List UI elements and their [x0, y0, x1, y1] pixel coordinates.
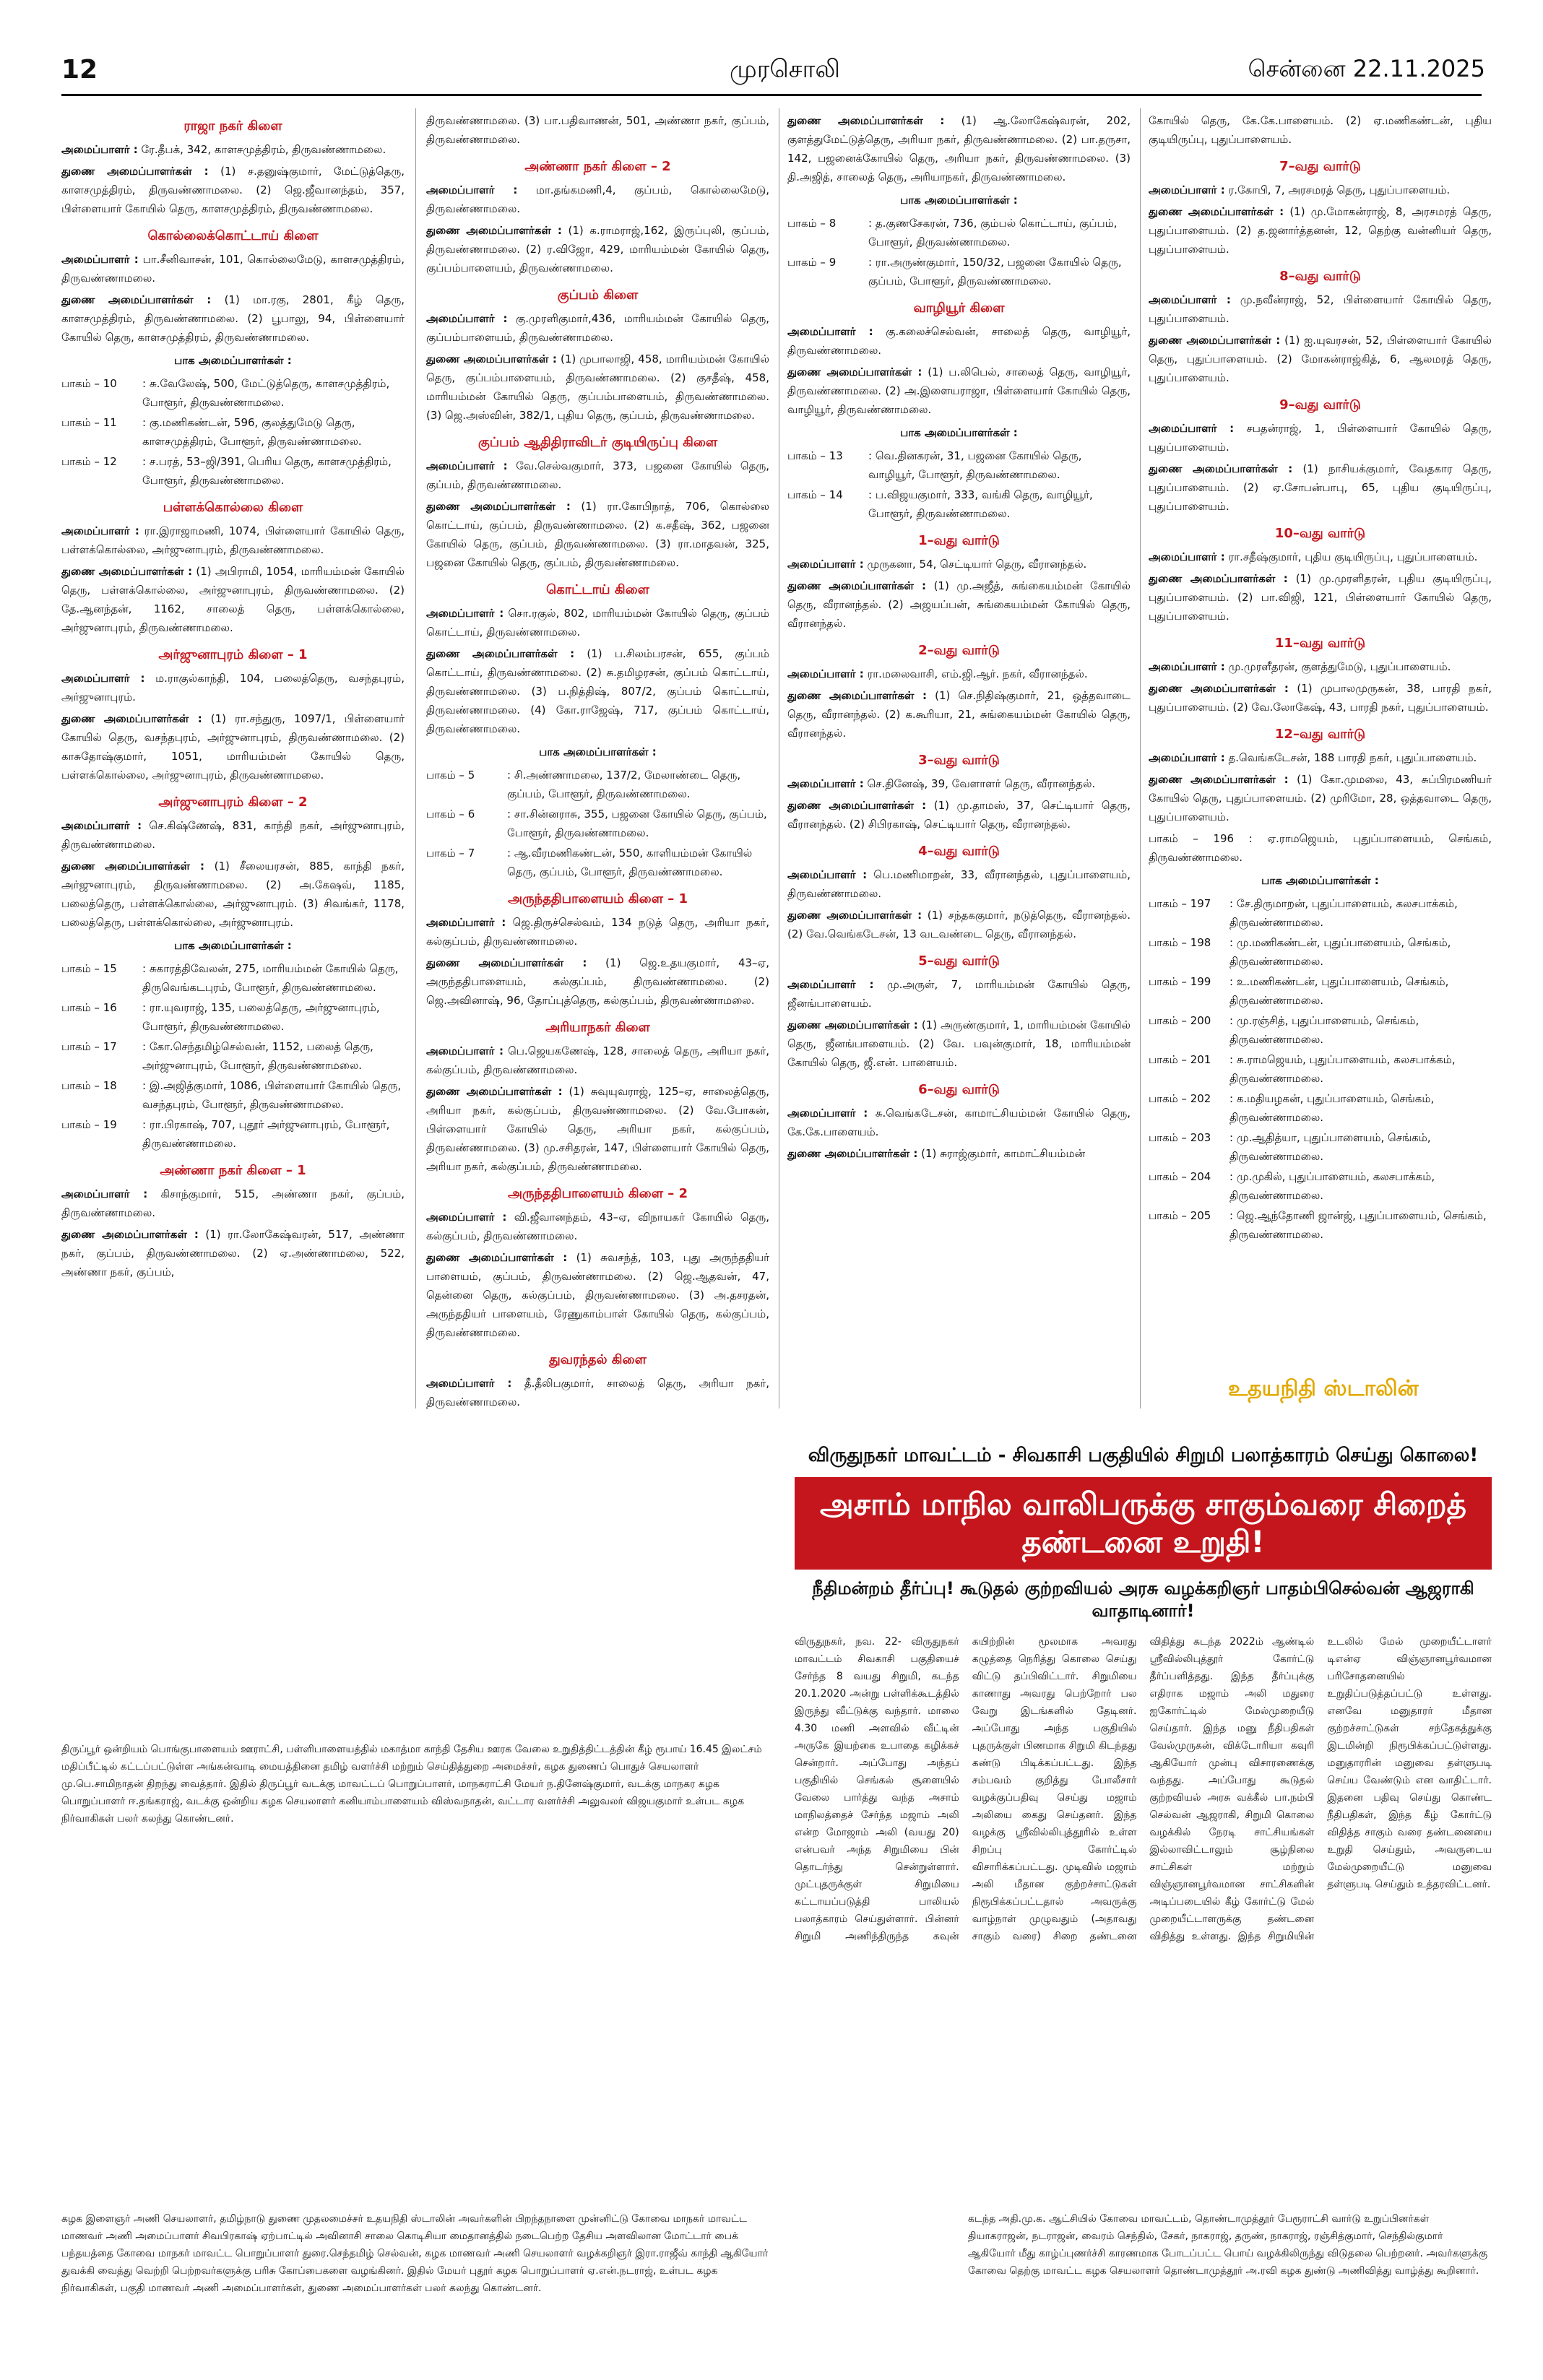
sub-heading: பாக அமைப்பாளர்கள் : [174, 354, 292, 367]
booth-details: : ரா.யுவராஜ், 135, பலைத்தெரு, அர்ஜுனாபுரம், போளூர், திருவண்ணாமலை. [142, 1001, 380, 1033]
entry-label: அமைப்பாளர் : [426, 916, 506, 929]
section-title: 12–வது வார்டு [1274, 727, 1366, 742]
entry-label: துணை அமைப்பாளர்கள் : [1149, 682, 1289, 695]
entry-text: முருகனா, 54, செட்டியார் தெரு, வீரானந்தல். [867, 558, 1087, 571]
entry-text: மு.முரளீதரன், குளத்துமேடு, புதுப்பாளையம். [1228, 660, 1451, 673]
entry-label: துணை அமைப்பாளர்கள் : [1149, 773, 1289, 786]
entry-text: (1) முபாலமுருகன், 38, பாரதி நகர், புதுப்பாளையம். (2) வே.லோகேஷ், 43, பாரதி நகர், புதுப்பாளையம். [1149, 682, 1492, 714]
section-title: 1–வது வார்டு [918, 533, 1000, 548]
booth-details: : சு.ராமஜெயம், புதுப்பாளையம், கலசபாக்கம், திருவண்ணாமலை. [1229, 1053, 1456, 1085]
booth-row [787, 485, 1131, 523]
entry-text: கு.கலைச்செல்வன், சாலைத் தெரு, வாழியூர், திருவண்ணாமலை. [787, 325, 1131, 357]
booth-number: பாகம் – 202 [1149, 1092, 1211, 1105]
booth-details: : ச.பரத், 53–ஜி/391, பெரிய தெரு, காளசமுத்திரம், போளூர், திருவண்ணாமலை. [142, 455, 392, 487]
column-1 [61, 108, 405, 1284]
booth-row [1149, 1050, 1492, 1088]
entry-label: அமைப்பாளர் : [61, 143, 138, 156]
booth-number: பாகம் – 18 [61, 1079, 117, 1092]
section-title: 11–வது வார்டு [1274, 636, 1366, 651]
booth-details: : உ.மணிகண்டன், புதுப்பாளையம், செங்கம், திருவண்ணாமலை. [1229, 975, 1449, 1007]
booth-details: : ஆ.வீரமணிகண்டன், 550, காளியம்மன் கோயில் தெரு, குப்பம், போளூர், திருவண்ணாமலை. [507, 847, 753, 878]
entry-label: துணை அமைப்பாளர்கள் : [426, 224, 562, 237]
entry-paragraph [1149, 679, 1492, 717]
booth-row [61, 998, 405, 1036]
entry-text: திருவண்ணாமலை. (3) பா.பதிவாணன், 501, அண்ணா நகர், குப்பம், திருவண்ணாமலை. [426, 114, 769, 146]
entry-text: (1) ச.தனுஷ்குமார், மேட்டுத்தெரு, காளசமுத்திரம், திருவண்ணாமலை. (2) ஜெ.ஜீவானந்தம், 357, பிள்ளையார் கோயில் தெரு, காளசமுத்திரம், திருவண்ணாமலை. [61, 165, 405, 215]
entry-text: (1) சுவசந்த், 103, புது அருந்ததியர் பாளையம், குப்பம், திருவண்ணாமலை. (2) ஜெ.ஆதவன், 47, தென்னை தெரு, கல்குப்பம், திருவண்ணாமலை. (3) அ.தசரதன், அருந்ததியர் பாளையம், ரேணுகாம்பாள் கோயில் தெரு, கல்குப்பம், திருவண்ணாமலை. [426, 1251, 769, 1339]
section-title: 5–வது வார்டு [918, 953, 1000, 969]
section-title: அண்ணா நகர் கிளை – 2 [524, 159, 671, 174]
booth-details: : ஜெ.ஆந்தோணி ஜான்ஜ், புதுப்பாளையம், செங்கம், திருவண்ணாமலை. [1229, 1209, 1487, 1241]
entry-label: துணை அமைப்பாளர்கள் : [787, 689, 928, 702]
entry-label: துணை அமைப்பாளர்கள் : [787, 114, 945, 127]
booth-row [787, 253, 1131, 290]
column-3 [787, 108, 1131, 1166]
section-title: வாழியூர் கிளை [913, 300, 1005, 316]
entry-paragraph [426, 953, 769, 1010]
column-2 [426, 108, 769, 1414]
sub-heading: பாக அமைப்பாளர்கள் : [900, 426, 1018, 439]
entry-text: (1) முபாலாஜி, 458, மாரியம்மன் கோயில் தெரு, குப்பம்பாளையம், திருவண்ணாமலை. (2) குசதீஷ், 458, மாரியம்மன் கோயில் தெரு, குப்பம்பாளையம், திருவண்ணாமலை. (3) ஜெ.அஸ்வின், 382/1, புதிய தெரு, குப்பம், திருவண்ணாமலை. [426, 352, 769, 422]
booth-details: : சு.வேலேஷ், 500, மேட்டுத்தெரு, காளசமுத்திரம், போளூர், திருவண்ணாமலை. [142, 377, 390, 409]
entry-paragraph [61, 162, 405, 218]
booth-number: பாகம் – 199 [1149, 975, 1211, 988]
section-title: 7–வது வார்டு [1279, 159, 1361, 174]
entry-paragraph [1149, 459, 1492, 516]
masthead-rule [61, 94, 1482, 96]
section-title: அர்ஜுனாபுரம் கிளை – 2 [158, 795, 308, 810]
entry-paragraph [61, 1185, 405, 1222]
booth-number: பாகம் – 11 [61, 416, 117, 429]
booth-row [787, 214, 1131, 251]
booth-number: பாகம் – 7 [426, 847, 475, 860]
entry-paragraph [61, 669, 405, 706]
entry-paragraph [426, 181, 769, 218]
booth-row [1149, 1206, 1492, 1244]
entry-text: (1) ஜெ.உதயகுமார், 43–ஏ, அருந்ததிபாளையம், கல்குப்பம், திருவண்ணாமலை. (2) ஜெ.அவினாஷ், 96, தோப்புத்தெரு, கல்குப்பம், திருவண்ணாமலை. [426, 956, 769, 1007]
booth-number: பாகம் – 10 [61, 377, 117, 390]
entry-text: (1) மு.முரளிதரன், புதிய குடியிருப்பு, புதுப்பாளையம். (2) பா.விஜி, 121, பிள்ளையார் கோயில் தெரு, புதுப்பாளையம். [1149, 572, 1492, 623]
booth-row [1149, 1089, 1492, 1127]
section-title: 4–வது வார்டு [918, 844, 1000, 859]
news-article [795, 1445, 1492, 1945]
entry-paragraph [61, 709, 405, 784]
booth-row [61, 452, 405, 490]
booth-details: : மு.ஆதித்யா, புதுப்பாளையம், செங்கம், திருவண்ணாமலை. [1229, 1131, 1431, 1163]
entry-label: துணை அமைப்பாளர்கள் : [61, 565, 193, 578]
entry-label: அமைப்பாளர் : [61, 1187, 148, 1200]
entry-paragraph [787, 975, 1131, 1013]
entry-paragraph [787, 865, 1131, 903]
entry-paragraph [426, 456, 769, 494]
entry-text: மு.நவீன்ராஜ், 52, பிள்ளையார் கோயில் தெரு, புதுப்பாளையம். [1149, 293, 1492, 325]
entry-paragraph [787, 555, 1131, 574]
booth-number: பாகம் – 5 [426, 769, 475, 782]
bottom-caption-right: கடந்த அதி.மு.க. ஆட்சியில் கோவை மாவட்டம், தொண்டாமுத்தூர் பேரூராட்சி வார்டு உறுப்பினர்கள் தியாகராஜன், நடராஜன், வைரம் செந்தில், சேகர், நாகராஜ், தருண், நாகராஜ், ரஞ்சித்குமார், செந்தில்குமார் ஆகியோர் மீது காழ்ப்புணர்ச்சி காரணமாக போடப்பட்ட பொய் வழக்கிலிருந்து விடுதலை பெற்றனர். அவர்களுக்கு கோவை தெற்கு மாவட்ட கழக செயலாளர் தொண்டாமுத்தூர் அ.ரவி கழக துண்டு அணிவித்து வாழ்த்து கூறினார். [968, 2213, 1488, 2277]
entry-label: அமைப்பாளர் : [787, 777, 864, 790]
entry-text: (1) செ.நிதிஷ்குமார், 21, ஒத்தவாடை தெரு, வீரானந்தல். (2) க.கூரியா, 21, சுங்கையம்மன் கோயில் தெரு, வீரானந்தல். [787, 689, 1131, 740]
entry-paragraph [787, 322, 1131, 360]
section-title: கொல்லைக்கொட்டாய் கிளை [147, 228, 319, 243]
entry-label: அமைப்பாளர் : [787, 868, 868, 881]
photo-caption: திருப்பூர் ஒன்றியம் பொங்குபாளையம் ஊராட்சி, பள்ளிபாளையத்தில் மகாத்மா காந்தி தேசிய ஊரக வேலை உறுதித்திட்டத்தின் கீழ் ரூபாய் 16.45 இலட்சம் மதிப்பீட்டில் கட்டப்பட்டுள்ள அங்கன்வாடி மையத்தினை தமிழ் வளர்ச்சி மற்றும் செய்தித்துறை அமைச்சர், கழக துணைப் பொதுச் செயலாளர் மு.பெ.சாமிநாதன் திறந்து வைத்தார். இதில் திருப்பூர் வடக்கு மாவட்டப் பொறுப்பாளர், மாநகராட்சி மேயர் ந.தினேஷ்குமார், வடக்கு மாநகர கழக பொறுப்பாளர் ஈ.தங்கராஜ், வடக்கு ஒன்றிய கழக செயலாளர் கனியாம்பாளையம் விஸ்வநாதன், வட்டார வளர்ச்சி அலுவலர் விஜயகுமார் உள்பட கழக நிர்வாகிகள் பலர் கலந்து கொண்டனர். [61, 1744, 762, 1825]
entry-label: அமைப்பாளர் : [426, 312, 508, 325]
section-title: பள்ளக்கொல்லை கிளை [163, 500, 303, 515]
entry-text: (1) ரா.கோபிநாத், 706, கொல்லை கொட்டாய், குப்பம், திருவண்ணாமலை. (2) க.சதீஷ், 362, பஜனை கோயில் தெரு, குப்பம், திருவண்ணாமலை. (3) ரா.மாதவன், 325, பஜனை கோயில் தெரு, குப்பம், திருவண்ணாமலை. [426, 500, 769, 569]
entry-label: துணை அமைப்பாளர்கள் : [61, 165, 209, 178]
entry-text: ரா.மலைவாசி, எம்.ஜி.ஆர். நகர், வீரானந்தல். [867, 667, 1088, 680]
booth-number: பாகம் – 204 [1149, 1170, 1211, 1183]
booth-details: : ரா.அருண்குமார், 150/32, பஜனை கோயில் தெரு, குப்பம், போளூர், திருவண்ணாமலை. [868, 256, 1122, 287]
entry-label: அமைப்பாளர் : [61, 819, 142, 832]
entry-paragraph [426, 1208, 769, 1245]
section-title: குப்பம் கிளை [557, 287, 639, 303]
entry-paragraph [61, 562, 405, 637]
section-title: துவரந்தல் கிளை [549, 1352, 647, 1367]
entry-label: அமைப்பாளர் : [426, 607, 504, 620]
entry-label: துணை அமைப்பாளர்கள் : [426, 500, 571, 513]
entry-text: பாகம் – 196 : ஏ.ராமஜெயம், புதுப்பாளையம், செங்கம், திருவண்ணாமலை. [1149, 832, 1492, 864]
booth-row [1149, 972, 1492, 1010]
booth-details: : மு.ரஞ்சித், புதுப்பாளையம், செங்கம், திருவண்ணாமலை. [1229, 1014, 1419, 1046]
entry-paragraph [787, 665, 1131, 683]
booth-details: : ரா.பிரகாஷ், 707, புதூர் அர்ஜுனாபுரம், போளூர், திருவண்ணாமலை. [142, 1118, 390, 1150]
section-title: 9–வது வார்டு [1279, 397, 1361, 412]
entry-label: அமைப்பாளர் : [426, 1211, 507, 1224]
entry-label: துணை அமைப்பாளர்கள் : [426, 1251, 568, 1264]
entry-text: சபதன்ராஜ், 1, பிள்ளையார் கோயில் தெரு, புதுப்பாளையம். [1149, 422, 1492, 454]
entry-text: (1) அருண்குமார், 1, மாரியம்மன் கோயில் தெரு, ஜீனங்பாளையம். (2) வே. பவுன்குமார், 18, மாரியம்மன் கோயில் தெரு, ஜீ.என். பாளையம். [787, 1018, 1131, 1069]
entry-label: அமைப்பாளர் : [426, 1044, 503, 1057]
entry-label: துணை அமைப்பாளர்கள் : [787, 799, 927, 812]
booth-row [61, 1076, 405, 1114]
entry-label: அமைப்பாளர் : [61, 524, 139, 537]
booth-number: பாகம் – 15 [61, 962, 117, 975]
entry-paragraph [1149, 829, 1492, 867]
entry-label: அமைப்பாளர் : [1149, 293, 1231, 306]
entry-label: துணை அமைப்பாளர்கள் : [1149, 205, 1284, 218]
booth-details: : சே.திருமாறன், புதுப்பாளையம், கலசபாக்கம், திருவண்ணாமலை. [1229, 897, 1458, 929]
entry-label: அமைப்பாளர் : [61, 253, 139, 266]
booth-number: பாகம் – 12 [61, 455, 117, 468]
booth-number: பாகம் – 6 [426, 808, 475, 821]
entry-label: அமைப்பாளர் : [1149, 422, 1235, 435]
entry-text: (1) அபிராமி, 1054, மாரியம்மன் கோயில் தெரு, பள்ளக்கொல்லை, அர்ஜுனாபுரம், திருவண்ணாமலை. (2) தே.ஆனந்தன், 1162, சாலைத் தெரு, பள்ளக்கொல்லை, அர்ஜுனாபுரம், திருவண்ணாமலை. [61, 565, 405, 634]
section-title: அரியாநகர் கிளை [545, 1020, 650, 1035]
booth-number: பாகம் – 19 [61, 1118, 117, 1131]
masthead [0, 0, 1543, 101]
entry-paragraph [61, 816, 405, 854]
entry-label: அமைப்பாளர் : [426, 1377, 512, 1390]
article-headline: அசாம் மாநில வாலிபருக்கு சாகும்வரை சிறைத் தண்டனை உறுதி! [795, 1477, 1492, 1570]
entry-paragraph [426, 644, 769, 738]
booth-details: : மு.முகில், புதுப்பாளையம், கலசபாக்கம், திருவண்ணாமலை. [1229, 1170, 1435, 1202]
entry-label: அமைப்பாளர் : [1149, 751, 1225, 764]
entry-text: (1) ரா.சந்துரு, 1097/1, பிள்ளையார் கோயில் தெரு, வசந்தபுரம், அர்ஜுனாபுரம், திருவண்ணாமலை. (2) காசுதோஷ்குமார், 1051, மாரியம்மன் கோயில் தெரு, பள்ளக்கொல்லை, அர்ஜுனாபுரம், திருவண்ணாமலை. [61, 712, 405, 782]
entry-paragraph [787, 774, 1131, 793]
entry-label: அமைப்பாளர் : [1149, 183, 1225, 196]
entry-paragraph [787, 111, 1131, 186]
booth-details: : கோ.செந்தமிழ்செல்வன், 1152, பலைத் தெரு, அர்ஜுனாபுரம், போளூர், திருவண்ணாமலை. [142, 1040, 373, 1072]
entry-text: கிசாந்குமார், 515, அண்ணா நகர், குப்பம், திருவண்ணாமலை. [61, 1187, 405, 1219]
entry-label: துணை அமைப்பாளர்கள் : [426, 647, 575, 660]
sub-heading: பாக அமைப்பாளர்கள் : [900, 194, 1018, 207]
entry-text: பெ.ஜெயகணேஷ், 128, சாலைத் தெரு, அரியா நகர், கல்குப்பம், திருவண்ணாமலை. [426, 1044, 769, 1076]
entry-paragraph [787, 1016, 1131, 1072]
entry-text: (1) மு.தாமஸ், 37, செட்டியார் தெரு, வீரானந்தல். (2) சிபிரகாஷ், செட்டியார் தெரு, வீரானந்தல். [787, 799, 1131, 831]
column-divider [415, 108, 416, 1408]
entry-label: துணை அமைப்பாளர்கள் : [61, 1228, 199, 1241]
section-title: 6–வது வார்டு [918, 1082, 1000, 1097]
booth-number: பாகம் – 9 [787, 256, 837, 269]
section-title: அருந்ததிபாளையம் கிளை – 2 [507, 1186, 688, 1201]
entry-paragraph [426, 497, 769, 572]
entry-paragraph [1149, 331, 1492, 387]
entry-text: (1) மு.அஜீத், சுங்கையம்மன் கோயில் தெரு, வீரானந்தல். (2) அஜயப்பன், சுங்கையம்மன் கோயில் தெரு, வீரானந்தல். [787, 579, 1131, 630]
newspaper-name: முரசொலி [730, 55, 840, 84]
booth-number: பாகம் – 201 [1149, 1053, 1211, 1066]
booth-number: பாகம் – 8 [787, 217, 837, 230]
entry-text: (1) க.ராமராஜ்,162, இருப்புலி, குப்பம், திருவண்ணாமலை. (2) ர.விஜோ, 429, மாரியம்மன் கோயில் தெரு, குப்பம்பாளையம், திருவண்ணாமலை. [426, 224, 769, 274]
entry-label: அமைப்பாளர் : [426, 183, 518, 196]
booth-row [1149, 933, 1492, 971]
entry-paragraph [61, 140, 405, 159]
booth-row [1149, 1128, 1492, 1166]
entry-label: துணை அமைப்பாளர்கள் : [61, 860, 204, 873]
entry-paragraph [61, 857, 405, 932]
entry-label: துணை அமைப்பாளர்கள் : [787, 909, 922, 922]
entry-text: (1) கோ.முமலை, 43, சுப்பிரமணியர் கோயில் தெரு, புதுப்பாளையம். (2) முரிமோ, 28, ஒத்தவாடை தெரு, புதுப்பாளையம். [1149, 773, 1492, 823]
booth-row [61, 1037, 405, 1075]
section-title: கொட்டாய் கிளை [546, 582, 649, 597]
booth-details: : க.மதியழகன், புதுப்பாளையம், செங்கம், திருவண்ணாமலை. [1229, 1092, 1435, 1124]
booth-row [61, 1115, 405, 1153]
entry-label: அமைப்பாளர் : [1149, 660, 1225, 673]
booth-details: : சுகாரத்திவேலன், 275, மாரியம்மன் கோயில் தெரு, திருவெங்கடபுரம், போளூர், திருவண்ணாமலை. [142, 962, 399, 994]
entry-text: கோயில் தெரு, கே.கே.பாளையம். (2) ஏ.மணிகண்டன், புதிய குடியிருப்பு, புதுப்பாளையம். [1149, 114, 1492, 146]
booth-row [426, 844, 769, 881]
entry-paragraph [787, 1144, 1131, 1163]
entry-text: (1) சந்தககுமார், நடுத்தெரு, வீரானந்தல். (2) வே.வெங்கடேசன், 13 வடவண்டை தெரு, வீரானந்தல். [787, 909, 1131, 940]
entry-paragraph [426, 111, 769, 149]
entry-text: ரே.தீபக், 342, காளசமுத்திரம், திருவண்ணாமலை. [141, 143, 386, 156]
booth-details: : கு.மணிகண்டன், 596, குலத்துமேடு தெரு, காளசமுத்திரம், போளூர், திருவண்ணாமலை. [142, 416, 362, 448]
entry-text: பெ.மணிமாறன், 33, வீரானந்தல், புதுப்பாளையம், திருவண்ணாமலை. [787, 868, 1131, 900]
entry-label: துணை அமைப்பாளர்கள் : [61, 712, 202, 725]
entry-label: துணை அமைப்பாளர்கள் : [787, 1147, 918, 1160]
dateline: சென்னை 22.11.2025 [1248, 55, 1485, 82]
entry-text: ரா.இராஜாமணி, 1074, பிள்ளையார் கோயில் தெரு, பள்ளக்கொல்லை, அர்ஜுனாபுரம், திருவண்ணாமலை. [61, 524, 405, 556]
entry-paragraph [787, 363, 1131, 419]
entry-paragraph [787, 796, 1131, 834]
booth-number: பாகம் – 16 [61, 1001, 117, 1014]
booth-number: பாகம் – 205 [1149, 1209, 1211, 1222]
entry-label: துணை அமைப்பாளர்கள் : [787, 1018, 918, 1031]
booth-row [61, 959, 405, 997]
entry-text: (1) சீலையரசன், 885, காந்தி நகர், அர்ஜுனாபுரம், திருவண்ணாமலை. (2) அ.கேஷவ், 1185, பலைத்தெரு, பள்ளக்கொல்லை, அர்ஜுனாபுரம். (3) சிவங்கர், 1178, பலைத்தெரு, பள்ளக்கொல்லை, அர்ஜுனாபுரம். [61, 860, 405, 929]
entry-paragraph [1149, 657, 1492, 676]
entry-label: துணை அமைப்பாளர்கள் : [426, 956, 587, 969]
article-subhead: நீதிமன்றம் தீர்ப்பு! கூடுதல் குற்றவியல் அரசு வழக்கறிஞர் பாதம்பிசெல்வன் ஆஜராகி வாதாடினார்! [812, 1578, 1474, 1621]
entry-paragraph [1149, 290, 1492, 328]
entry-text: ம.ராகுல்காந்தி, 104, பலைத்தெரு, வசந்தபுரம், அர்ஜுனாபுரம். [61, 672, 405, 704]
entry-label: துணை அமைப்பாளர்கள் : [787, 365, 922, 378]
entry-label: அமைப்பாளர் : [787, 978, 874, 991]
entry-label: அமைப்பாளர் : [1149, 550, 1225, 563]
booth-number: பாகம் – 198 [1149, 936, 1211, 949]
entry-text: (1) ரா.லோகேஷ்வரன், 517, அண்ணா நகர், குப்பம், திருவண்ணாமலை. (2) ஏ.அண்ணாமலை, 522, அண்ணா நகர், குப்பம், [61, 1228, 405, 1278]
entry-label: அமைப்பாளர் : [787, 667, 864, 680]
entry-paragraph [61, 522, 405, 559]
page-number: 12 [61, 55, 98, 85]
entry-paragraph [61, 1225, 405, 1281]
entry-paragraph [787, 906, 1131, 943]
entry-text: (1) மா.ரகு, 2801, கீழ் தெரு, காளசமுத்திரம், திருவண்ணாமலை. (2) பூபாலு, 94, பிள்ளையார் கோயில் தெரு, காளசமுத்திரம், திருவண்ணாமலை. [61, 293, 405, 344]
section-title: 3–வது வார்டு [918, 753, 1000, 768]
booth-details: : மு.மணிகண்டன், புதுப்பாளையம், செங்கம், திருவண்ணாமலை. [1229, 936, 1451, 968]
sub-heading: பாக அமைப்பாளர்கள் : [174, 939, 292, 952]
entry-paragraph [426, 604, 769, 641]
booth-row [61, 413, 405, 451]
booth-row [426, 805, 769, 842]
booth-number: பாகம் – 203 [1149, 1131, 1211, 1144]
entry-text: செ.கிஷ்ணேஷ், 831, காந்தி நகர், அர்ஜுனாபுரம், திருவண்ணாமலை. [61, 819, 405, 851]
entry-text: (1) ஆ.லோகேஷ்வரன், 202, குளத்துமேட்டுத்தெரு, அரியா நகர், திருவண்ணாமலை. (2) பா.தருசா, 142, பஜனைக்கோயில் தெரு, அரியா நகர், திருவண்ணாமலை. (3) தி.அஜித், சாலைத் தெரு, அரியாநகர், திருவண்ணாமலை. [787, 114, 1131, 183]
entry-label: அமைப்பாளர் : [61, 672, 145, 685]
article-kicker: விருதுநகர் மாவட்டம் - சிவகாசி பகுதியில் சிறுமி பலாத்காரம் செய்து கொலை! [808, 1445, 1479, 1466]
entry-paragraph [787, 1104, 1131, 1141]
sub-heading: பாக அமைப்பாளர்கள் : [539, 745, 657, 758]
entry-text: (1) ப.சிலம்பரசன், 655, குப்பம் கொட்டாய், திருவண்ணாமலை. (2) சு.தமிழரசன், குப்பம் கொட்டாய், திருவண்ணாமலை. (3) ப.நித்திஷ், 807/2, குப்பம் கொட்டாய், திருவண்ணாமலை. (4) கோ.ராஜேஷ், 717, குப்பம் கொட்டாய், திருவண்ணாமலை. [426, 647, 769, 735]
entry-text: செ.தினேஷ், 39, வேளாளர் தெரு, வீரானந்தல். [867, 777, 1096, 790]
entry-text: (1) ப.லிபெல், சாலைத் தெரு, வாழியூர், திருவண்ணாமலை. (2) அ.இளையராஜா, பிள்ளையார் கோயில் தெரு, வாழியூர், திருவண்ணாமலை. [787, 365, 1131, 416]
entry-paragraph [787, 576, 1131, 633]
column-4 [1149, 108, 1492, 1245]
entry-paragraph [426, 1374, 769, 1411]
entry-text: சொ.ரகுல், 802, மாரியம்மன் கோயில் தெரு, குப்பம் கொட்டாய், திருவண்ணாமலை. [426, 607, 769, 639]
entry-text: சு.வெங்கடேசன், காமாட்சியம்மன் கோயில் தெரு, கே.கே.பாளையம். [787, 1107, 1131, 1138]
entry-text: வே.செல்வகுமார், 373, பஜனை கோயில் தெரு, குப்பம், திருவண்ணாமலை. [426, 459, 769, 491]
signature: உதயநிதி ஸ்டாலின் [1228, 1376, 1419, 1401]
entry-paragraph [426, 221, 769, 277]
entry-text: ஜெ.திருச்செல்வம், 134 நடுத் தெரு, அரியா நகர், கல்குப்பம், திருவண்ணாமலை. [426, 916, 769, 948]
section-title: 2–வது வார்டு [918, 643, 1000, 658]
entry-paragraph [1149, 419, 1492, 456]
booth-number: பாகம் – 13 [787, 449, 843, 462]
entry-label: துணை அமைப்பாளர்கள் : [1149, 462, 1293, 475]
entry-label: அமைப்பாளர் : [787, 558, 864, 571]
section-title: அர்ஜுனாபுரம் கிளை – 1 [158, 647, 308, 662]
booth-row [61, 374, 405, 412]
entry-label: துணை அமைப்பாளர்கள் : [61, 293, 212, 306]
entry-label: துணை அமைப்பாளர்கள் : [426, 352, 557, 365]
booth-number: பாகம் – 14 [787, 488, 843, 501]
entry-paragraph [61, 250, 405, 287]
entry-paragraph [426, 1042, 769, 1079]
entry-paragraph [1149, 111, 1492, 149]
booth-number: பாகம் – 200 [1149, 1014, 1211, 1027]
entry-text: த.வெங்கடேசன், 188 பாரதி நகர், புதுப்பாளையம். [1228, 751, 1477, 764]
entry-paragraph [1149, 569, 1492, 626]
entry-text: (1) நாசியக்குமார், வேதகார தெரு, புதுப்பாளையம். (2) ஏ.சோபன்பாபு, 65, புதிய குடியிருப்பு, புதுப்பாளையம். [1149, 462, 1492, 513]
column-divider [1140, 108, 1141, 1408]
booth-row [1149, 1167, 1492, 1205]
entry-paragraph [1149, 770, 1492, 826]
entry-label: துணை அமைப்பாளர்கள் : [426, 1085, 563, 1098]
entry-paragraph [426, 913, 769, 951]
booth-row [1149, 894, 1492, 932]
article-body: விருதுநகர், நவ. 22- விருதுநகர் மாவட்டம் சிவகாசி பகுதியைச் சேர்ந்த 8 வயது சிறுமி, கடந்த 20.1.2020 அன்று பள்ளிக்கூடத்தில் இருந்து வீட்டுக்கு வந்தார். மாலை 4.30 மணி அளவில் வீட்டின் அருகே இயற்கை உபாதை கழிக்கச் சென்றார். அப்போது அந்தப் பகுதியில் செங்கல் சூளையில் வேலை பார்த்து வந்த அசாம் மாநிலத்தைச் சேர்ந்த மஜாம் அலி என்ற மோஜாம் அலி (வயது 20) என்பவர் அந்த சிறுமியை பின் தொடர்ந்து சென்றுள்ளார். முட்புதருக்குள் சிறுமியை கட்டாயப்படுத்தி பாலியல் பலாத்காரம் செய்துள்ளார். பின்னர் சிறுமி அணிந்திருந்த கவுன் கயிற்றின் மூலமாக அவரது கழுத்தை நெரித்து கொலை செய்து விட்டு தப்பிவிட்டார். சிறுமியை காணாது அவரது பெற்றோர் பல வேறு இடங்களில் தேடினர். அப்போது அந்த பகுதியில் புதருக்குள் பிணமாக சிறுமி கிடந்தது கண்டு பிடிக்கப்பட்டது. இந்த சம்பவம் குறித்து போலீசார் வழக்குப்பதிவு செய்து மஜாம் அலியை கைது செய்தனர். இந்த வழக்கு ஸ்ரீவில்லிபுத்தூரில் உள்ள சிறப்பு கோர்ட்டில் விசாரிக்கப்பட்டது. முடிவில் மஜாம் அலி மீதான குற்றச்சாட்டுகள் நிரூபிக்கப்பட்டதால் அவருக்கு வாழ்நாள் முழுவதும் (அதாவது சாகும் வரை) சிறை தண்டனை விதித்து கடந்த 2022ம் ஆண்டில் ஸ்ரீவில்லிபுத்தூர் கோர்ட்டு தீர்ப்பளித்தது. இந்த தீர்ப்புக்கு எதிராக மஜாம் அலி மதுரை ஐகோர்ட்டில் மேல்முறையீடு செய்தார். இந்த மனு நீதிபதிகள் வேல்முருகன், விக்டோரியா கவுரி ஆகியோர் முன்பு விசாரணைக்கு வந்தது. அப்போது கூடுதல் குற்றவியல் அரசு வக்கீல் பா.நம்பி செல்வன் ஆஜராகி, சிறுமி கொலை வழக்கில் நேரடி சாட்சியங்கள் இல்லாவிட்டாலும் சூழ்நிலை சாட்சிகள் மற்றும் விஞ்ஞானபூர்வமான சாட்சிகளின் அடிப்படையில் கீழ் கோர்ட்டு மேல் முறையீட்டாளருக்கு தண்டனை விதித்து உள்ளது. இந்த சிறுமியின் உடலில் மேல் முறையீட்டாளர் டிஎன்ஏ விஞ்ஞானபூர்வமான பரிசோதனையில் உறுதிப்படுத்தப்பட்டு உள்ளது. எனவே மனுதாரர் மீதான குற்றச்சாட்டுகள் சந்தேகத்துக்கு இடமின்றி நிரூபிக்கப்பட்டுள்ளது. மனுதாரரின் மனுவை தள்ளுபடி செய்ய வேண்டும் என வாதிட்டார். இதனை பதிவு செய்து கொண்ட நீதிபதிகள், இந்த கீழ் கோர்ட்டு விதித்த சாகும் வரை தண்டனையை உறுதி செய்தும், அவருடைய மேல்முறையீட்டு மனுவை தள்ளுபடி செய்தும் உத்தரவிட்டனர். [795, 1636, 1492, 1942]
entry-paragraph [61, 290, 405, 347]
section-title: ராஜா நகர் கிளை [183, 118, 282, 134]
entry-paragraph [1149, 548, 1492, 566]
entry-paragraph [1149, 181, 1492, 199]
booth-row [426, 766, 769, 803]
entry-paragraph [1149, 202, 1492, 259]
entry-paragraph [426, 1248, 769, 1342]
section-title: 10–வது வார்டு [1274, 526, 1366, 541]
entry-label: துணை அமைப்பாளர்கள் : [1149, 572, 1288, 585]
entry-label: அமைப்பாளர் : [787, 325, 873, 338]
entry-label: அமைப்பாளர் : [426, 459, 508, 472]
entry-text: தீ.தீலிபகுமார், சாலைத் தெரு, அரியா நகர், திருவண்ணாமலை. [426, 1377, 769, 1408]
booth-number: பாகம் – 197 [1149, 897, 1211, 910]
booth-details: : வெ.தினகரன், 31, பஜனை கோயில் தெரு, வாழியூர், போளூர், திருவண்ணாமலை. [868, 449, 1082, 481]
entry-text: மா.தங்கமணி,4, குப்பம், கொல்லைமேடு, திருவண்ணாமலை. [426, 183, 769, 215]
sub-heading: பாக அமைப்பாளர்கள் : [1261, 874, 1379, 887]
entry-text: மு.அருள், 7, மாரியம்மன் கோயில் தெரு, ஜீனங்பாளையம். [787, 978, 1131, 1010]
entry-text: ர.கோபி, 7, அரசமரத் தெரு, புதுப்பாளையம். [1228, 183, 1451, 196]
bottom-caption-left: கழக இளைஞர் அணி செயலாளர், தமிழ்நாடு துணை முதலமைச்சர் உதயநிதி ஸ்டாலின் அவர்களின் பிறந்தநாளை முன்னிட்டு கோவை மாநகர் மாவட்ட மாணவர் அணி அமைப்பாளர் சிவபிரகாஷ் ஏற்பாட்டில் அவினாசி சாலை கொடிசியா மைதானத்தில் நடைபெற்ற தேசிய அளவிலான மோட்டார் பைக் பந்தயத்தை கோவை மாநகர் மாவட்ட பொறுப்பாளர் துரை.செந்தமிழ் செல்வன், கழக மாணவர் அணி செயலாளர் வழக்கறிஞர் இரா.ராஜீவ் காந்தி ஆகியோர் துவக்கி வைத்து வெற்றி பெற்றவர்களுக்கு பரிசு கோப்பைகளை வழங்கினர். இதில் மேயர் புதூர் கழக பொறுப்பாளர் ஏ.என்.நடராஜ், உள்பட கழக நிர்வாகிகள், பகுதி மாணவர் அணி அமைப்பாளர்கள், துணை அமைப்பாளர்கள் பலர் கலந்து கொண்டனர். [61, 2213, 769, 2294]
section-title: 8–வது வார்டு [1279, 269, 1361, 284]
entry-text: (1) ஐ.யுவரசன், 52, பிள்ளையார் கோயில் தெரு, புதுப்பாளையம். (2) மோகன்ராஜ்கித், 6, ஆலமரத் தெரு, புதுப்பாளையம். [1149, 334, 1492, 384]
section-title: அண்ணா நகர் கிளை – 1 [160, 1163, 306, 1178]
entry-paragraph [1149, 748, 1492, 767]
entry-paragraph [787, 686, 1131, 743]
entry-label: துணை அமைப்பாளர்கள் : [787, 579, 926, 592]
entry-paragraph [426, 1082, 769, 1176]
booth-details: : ப.விஜயகுமார், 333, வங்கி தெரு, வாழியூர், போளூர், திருவண்ணாமலை. [868, 488, 1093, 520]
entry-label: துணை அமைப்பாளர்கள் : [1149, 334, 1281, 347]
booth-details: : த.குணசேகரன், 736, கும்பல் கொட்டாய், குப்பம், போளூர், திருவண்ணாமலை. [868, 217, 1118, 248]
entry-text: (1) மு.மோகன்ராஜ், 8, அரசமரத் தெரு, புதுப்பாளையம். (2) த.ஜனார்த்தனன், 12, தெற்கு வன்னியர் தெரு, புதுப்பாளையம். [1149, 205, 1492, 256]
entry-paragraph [426, 309, 769, 347]
entry-text: (1) சுவுயுவராஜ், 125–ஏ, சாலைத்தெரு, அரியா நகர், கல்குப்பம், திருவண்ணாமலை. (2) வே.போகன், பிள்ளையார் கோயில் தெரு, அரியா நகர், கல்குப்பம், திருவண்ணாமலை. (3) மு.சசிதரன், 147, பிள்ளையார் கோயில் தெரு, அரியா நகர், கல்குப்பம், திருவண்ணாமலை. [426, 1085, 769, 1173]
booth-details: : இ.அஜித்குமார், 1086, பிள்ளையார் கோயில் தெரு, வசந்தபுரம், போளூர், திருவண்ணாமலை. [142, 1079, 402, 1111]
booth-row [1149, 1011, 1492, 1049]
entry-label: அமைப்பாளர் : [787, 1107, 868, 1120]
entry-text: கு.முரளிகுமார்,436, மாரியம்மன் கோயில் தெரு, குப்பம்பாளையம், திருவண்ணாமலை. [426, 312, 769, 344]
entry-text: வி.ஜீவானந்தம், 43–ஏ, விநாயகர் கோயில் தெரு, கல்குப்பம், திருவண்ணாமலை. [426, 1211, 769, 1242]
booth-row [787, 446, 1131, 484]
booth-details: : சா.சின்னராசு, 355, பஜனை கோயில் தெரு, குப்பம், போளூர், திருவண்ணாமலை. [507, 808, 767, 839]
entry-paragraph [426, 350, 769, 425]
entry-text: (1) சுராஜ்குமார், காமாட்சியம்மன் [921, 1147, 1086, 1160]
booth-number: பாகம் – 17 [61, 1040, 117, 1053]
entry-text: ரா.சதீஷ்குமார், புதிய குடியிருப்பு, புதுப்பாளையம். [1228, 550, 1478, 563]
entry-text: பா.சீனிவாசன், 101, கொல்லைமேடு, காளசமுத்திரம், திருவண்ணாமலை. [61, 253, 405, 285]
section-title: அருந்ததிபாளையம் கிளை – 1 [507, 891, 688, 906]
booth-details: : சி.அண்ணாமலை, 137/2, மேலாண்டை தெரு, குப்பம், போளூர், திருவண்ணாமலை. [507, 769, 741, 800]
section-title: குப்பம் ஆதிதிராவிடர் குடியிருப்பு கிளை [477, 435, 718, 450]
